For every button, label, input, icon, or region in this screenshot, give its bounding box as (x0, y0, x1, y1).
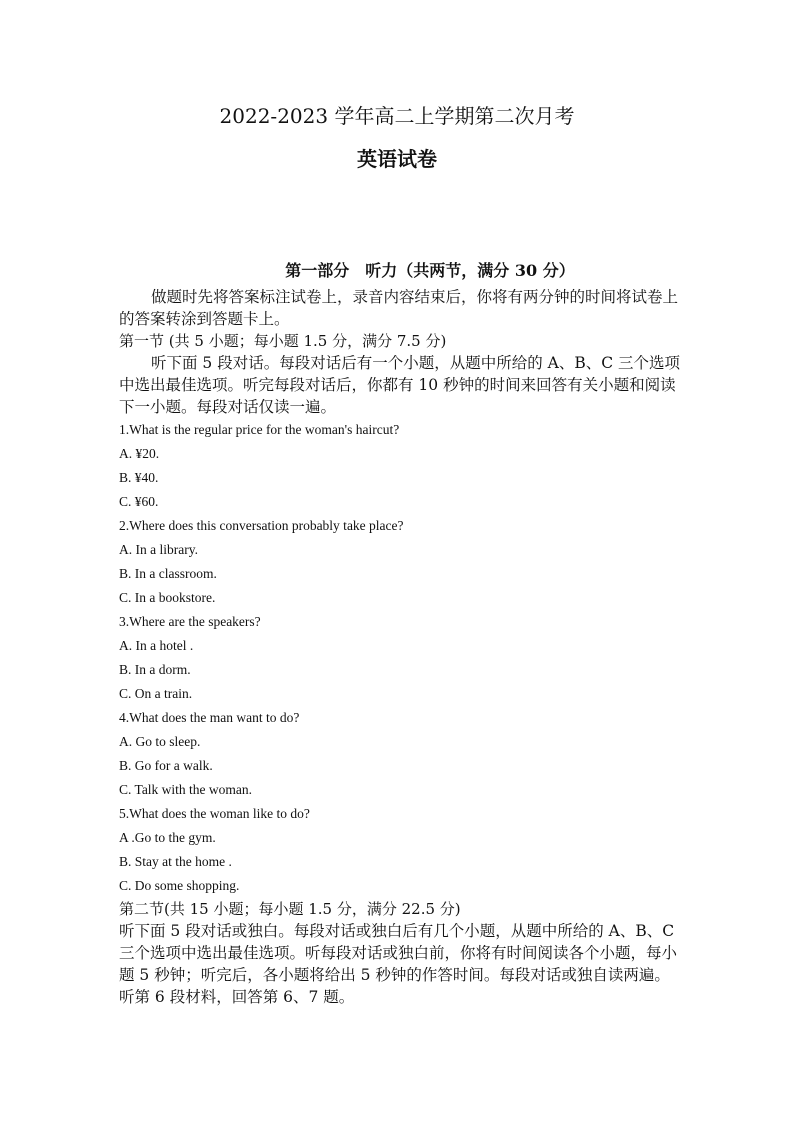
option-b: B. Stay at the home . (119, 854, 232, 869)
section2-instructions: 听下面 5 段对话或独白。每段对话或独白后有几个小题，从题中所给的 A、B、C 三个选项中选出最佳选项。听每段对话或独白前，你将有时间阅读各个小题，每小题 5 秒钟；听完后，各小题将给出 5 秒钟的作答时间。每段对话或独自读两遍。 (119, 922, 678, 984)
option-b: B. In a classroom. (119, 566, 217, 581)
question-4 (119, 706, 681, 802)
question-3 (119, 610, 681, 706)
section1-instructions: 听下面 5 段对话。每段对话后有一个小题，从题中所给的 A、B、C 三个选项中选出最佳选项。听完每段对话后，你都有 10 秒钟的时间来回答有关小题和阅读下一小题。每段对话仅读一遍。 (119, 354, 681, 416)
exam-title: 2022-2023 学年高二上学期第二次月考 (219, 104, 575, 128)
question-1 (119, 418, 681, 514)
part1-intro: 做题时先将答案标注试卷上，录音内容结束后，你将有两分钟的时间将试卷上的答案转涂到答题卡上。 (119, 288, 679, 328)
section2-label: 第二节(共 15 小题；每小题 1.5 分，满分 22.5 分) (119, 900, 461, 918)
option-c: C. Do some shopping. (119, 878, 240, 893)
section2-material: 听第 6 段材料，回答第 6、7 题。 (119, 988, 355, 1006)
section1-label: 第一节 (共 5 小题；每小题 1.5 分，满分 7.5 分) (119, 332, 447, 350)
option-a: A. ¥20. (119, 446, 160, 461)
question-text: 1.What is the regular price for the woman's haircut? (119, 422, 400, 437)
option-a: A. Go to sleep. (119, 734, 201, 749)
option-c: C. On a train. (119, 686, 193, 701)
option-b: B. ¥40. (119, 470, 159, 485)
question-5 (119, 802, 681, 898)
part1-heading: 第一部分 听力（共两节，满分 30 分） (285, 261, 575, 280)
option-b: B. In a dorm. (119, 662, 191, 677)
question-text: 3.Where are the speakers? (119, 614, 261, 629)
option-a: A. In a library. (119, 542, 198, 557)
option-b: B. Go for a walk. (119, 758, 213, 773)
question-text: 5.What does the woman like to do? (119, 806, 310, 821)
question-text: 2.Where does this conversation probably take place? (119, 518, 404, 533)
question-text: 4.What does the man want to do? (119, 710, 300, 725)
option-c: C. ¥60. (119, 494, 159, 509)
option-a: A. In a hotel . (119, 638, 194, 653)
option-c: C. Talk with the woman. (119, 782, 253, 797)
option-c: C. In a bookstore. (119, 590, 216, 605)
question-2 (119, 514, 681, 610)
exam-content (119, 260, 681, 1008)
option-a: A .Go to the gym. (119, 830, 216, 845)
exam-subtitle: 英语试卷 (357, 147, 437, 171)
